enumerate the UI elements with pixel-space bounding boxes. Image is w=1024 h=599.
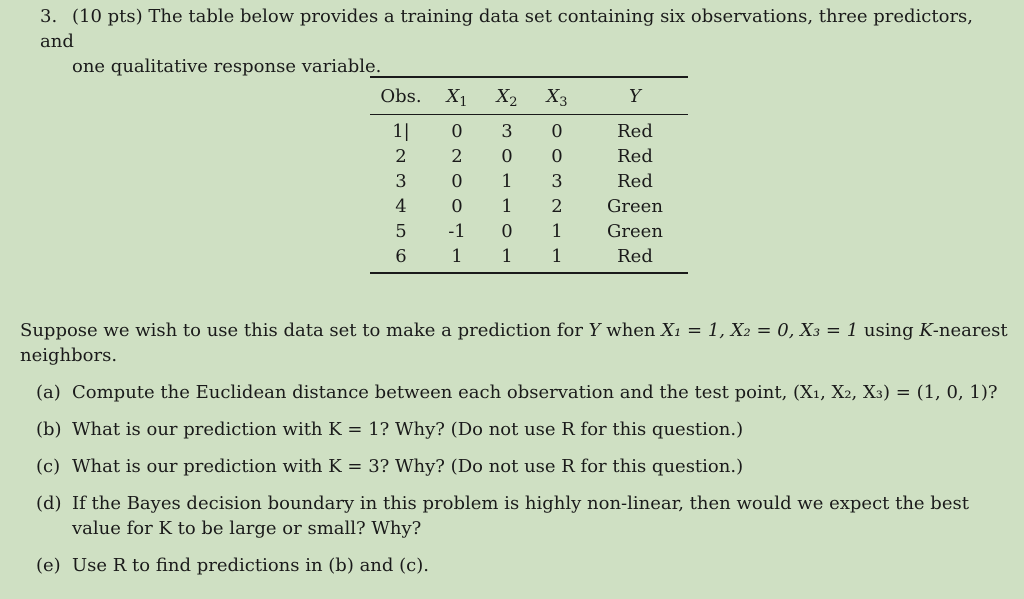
cell-obs: 1|: [392, 121, 410, 142]
statement-line-2: neighbors.: [20, 345, 118, 366]
training-data-table: [370, 76, 688, 274]
part-text: Compute the Euclidean distance between each observation and the test point, (X₁, X₂, X₃) = (1, 0, 1)?: [72, 382, 998, 403]
cell-x2: 0: [501, 221, 513, 242]
problem-intro-line-1: (10 pts) The table below provides a training data set containing six observations, three predictors, and: [40, 6, 974, 52]
cell-x2: 3: [501, 121, 513, 142]
part-letter: (b): [36, 419, 62, 440]
cell-x1: 0: [451, 121, 463, 142]
cell-obs: 5: [395, 221, 407, 242]
header-x2: $X_2$: [496, 85, 518, 110]
list-item: [36, 454, 1016, 479]
part-letter: (e): [36, 555, 61, 576]
part-letter: (d): [36, 493, 62, 514]
cell-x1: 1: [451, 246, 463, 267]
table-row: [370, 144, 688, 169]
cell-x1: 2: [451, 146, 463, 167]
cell-x3: 0: [551, 146, 563, 167]
cell-x3: 1: [551, 246, 563, 267]
list-item: [36, 491, 1016, 541]
y-variable: Y: [588, 320, 601, 341]
cell-x3: 1: [551, 221, 563, 242]
problem-line-1: [40, 4, 1000, 54]
table-header-row: [370, 77, 688, 115]
cell-y: Red: [617, 171, 653, 192]
cell-x1: 0: [451, 171, 463, 192]
part-text: Use R to find predictions in (b) and (c).: [72, 555, 429, 576]
cell-obs: 2: [395, 146, 407, 167]
cell-x1: 0: [451, 196, 463, 217]
question-parts: [36, 380, 1016, 590]
list-item: [36, 380, 1016, 405]
cell-x2: 0: [501, 146, 513, 167]
cell-y: Green: [607, 196, 663, 217]
test-point-condition: X₁ = 1, X₂ = 0, X₃ = 1: [661, 320, 859, 341]
part-letter: (c): [36, 456, 61, 477]
problem-number: 3.: [40, 6, 58, 27]
cell-x3: 0: [551, 121, 563, 142]
problem-intro-line-2: one qualitative response variable.: [72, 56, 382, 77]
table-row: [370, 169, 688, 194]
cell-x2: 1: [501, 196, 513, 217]
part-text: What is our prediction with K = 1? Why? (Do not use R for this question.): [72, 419, 744, 440]
part-letter: (a): [36, 382, 61, 403]
table-row: [370, 194, 688, 219]
cell-obs: 4: [395, 196, 407, 217]
header-x3: $X_3$: [546, 85, 568, 110]
table-row: [370, 219, 688, 244]
cell-y: Red: [617, 146, 653, 167]
cell-obs: 3: [395, 171, 407, 192]
cell-y: Green: [607, 221, 663, 242]
cell-x1: -1: [448, 221, 466, 242]
cell-x3: 3: [551, 171, 563, 192]
cell-x3: 2: [551, 196, 563, 217]
cell-x2: 1: [501, 171, 513, 192]
k-variable: K: [919, 320, 933, 341]
statement-line-1: Suppose we wish to use this data set to make a prediction for Y when X₁ = 1, X₂ = 0, X₃ = 1 using K-nearest: [20, 320, 1008, 341]
problem-statement: [20, 318, 1010, 368]
problem-header: [40, 4, 1000, 79]
cell-x2: 1: [501, 246, 513, 267]
cell-y: Red: [617, 246, 653, 267]
list-item: [36, 553, 1016, 578]
part-text: If the Bayes decision boundary in this problem is highly non-linear, then would we expect the best value for K to be large or small? Why?: [72, 493, 969, 539]
part-text: What is our prediction with K = 3? Why? (Do not use R for this question.): [72, 456, 744, 477]
cell-obs: 6: [395, 246, 407, 267]
list-item: [36, 417, 1016, 442]
header-obs: Obs.: [380, 85, 422, 107]
table-row: [370, 244, 688, 273]
table-row: [370, 115, 688, 145]
header-x1: $X_1$: [446, 85, 468, 110]
cell-y: Red: [617, 121, 653, 142]
header-y: Y: [629, 85, 641, 107]
